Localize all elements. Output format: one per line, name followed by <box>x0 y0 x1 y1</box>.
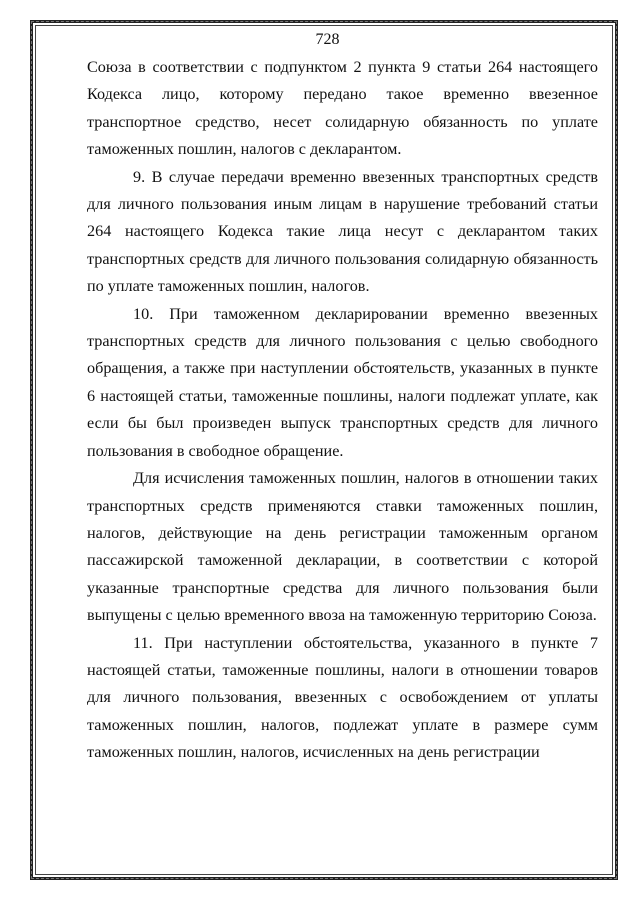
paragraph-item-11: 11. При наступлении обстоятельства, указанного в пункте 7 настоящей статьи, таможенные пошлины, налоги в отношении товаров для личного пользования, ввезенных с освобождением от уплаты таможенных пошлин, налогов, подлежат уплате в размере сумм таможенных пошлин, налогов, исчисленных на день регистрации <box>87 633 598 762</box>
document-page <box>87 30 598 860</box>
paragraph-item-9: 9. В случае передачи временно ввезенных транспортных средств для личного пользования иным лицам в нарушение требований статьи 264 настоящего Кодекса такие лица несут с декларантом таких транспортных средств для личного пользования солидарную обязанность по уплате таможенных пошлин, налогов. <box>87 167 598 296</box>
page-number: 728 <box>315 31 340 48</box>
paragraph-continuation: Союза в соответствии с подпунктом 2 пункта 9 статьи 264 настоящего Кодекса лицо, которому передано такое временно ввезенное транспортное средство, несет солидарную обязанность по уплате таможенных пошлин, налогов с декларантом. <box>87 58 598 159</box>
paragraph-item-10: 10. При таможенном декларировании временно ввезенных транспортных средств для личного пользования с целью свободного обращения, а также при наступлении обстоятельств, указанных в пункте 6 настоящей статьи, таможенные пошлины, налоги подлежат уплате, как если бы был произведен выпуск транспортных средств для личного пользования в свободное обращение. <box>87 304 598 460</box>
paragraph-item-10-rates: Для исчисления таможенных пошлин, налогов в отношении таких транспортных средств применяются ставки таможенных пошлин, налогов, действующие на день регистрации таможенным органом пассажирской таможенной декларации, в соответствии с которой указанные транспортные средства для личного пользования были выпущены с целью временного ввоза на таможенную территорию Союза. <box>87 469 598 625</box>
